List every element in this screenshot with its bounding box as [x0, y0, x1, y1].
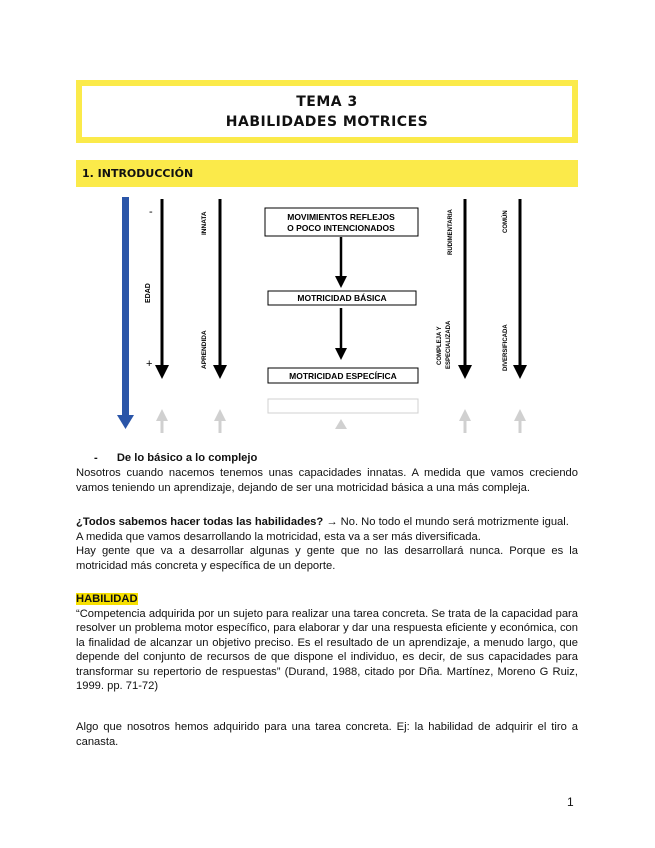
section-heading [76, 160, 578, 187]
reflex-box-line-1: MOVIMIENTOS REFLEJOS [287, 212, 395, 222]
title-line-1: TEMA 3 [296, 93, 358, 110]
habilidad-block [76, 592, 578, 694]
left-arrow-2 [213, 199, 227, 379]
paragraph-1: Nosotros cuando nacemos tenemos unas capacidades innatas. A medida que vamos creciendo vamos teniendo un aprendizaje, dejando de ser una motricidad básica a una más compleja. [76, 467, 578, 494]
compleja-label-line-2: ESPECIALIZADA [446, 320, 452, 369]
bullet-text: De lo básico a lo complejo [116, 452, 258, 464]
paragraph-5-block [76, 720, 578, 749]
title-inner [82, 86, 572, 137]
paragraph-3: A medida que vamos desarrollando la motricidad, esta va a ser más diversificada. [76, 530, 481, 543]
page-number: 1 [567, 795, 574, 809]
left-arrow-1 [155, 199, 169, 379]
comun-label: COMÚN [503, 210, 509, 233]
paragraph-4: Hay gente que va a desarrollar algunas y gente que no las desarrollará nunca. Porque es la motricidad más concreta y específica de un deporte. [76, 545, 578, 572]
center-arrow-2 [335, 308, 347, 360]
title-box [76, 80, 578, 143]
basic-box-label: MOTRICIDAD BÁSICA [297, 293, 387, 303]
specific-box-label: MOTRICIDAD ESPECÍFICA [289, 371, 397, 381]
title-line-2: HABILIDADES MOTRICES [225, 113, 429, 130]
reflex-box-line-2: O POCO INTENCIONADOS [287, 223, 395, 233]
question-text: ¿Todos sabemos hacer todas las habilidades? [76, 516, 324, 528]
edad-label: EDAD [145, 283, 152, 303]
plus-sign: + [146, 358, 153, 370]
right-arrow-2 [513, 199, 527, 379]
paragraph-2 [76, 515, 578, 530]
bullet-item [94, 452, 257, 464]
habilidad-heading: HABILIDAD [76, 593, 138, 605]
paragraph-2-block [76, 515, 578, 573]
motricity-diagram [112, 193, 537, 433]
bullet-dash: - [94, 452, 98, 464]
arrow-symbol: → [323, 516, 341, 528]
answer-text: No. No todo el mundo será motrizmente igual. [340, 516, 569, 528]
innata-label: INNATA [201, 211, 208, 235]
right-arrow-1 [458, 199, 472, 379]
age-arrow [117, 197, 134, 429]
section-heading-text: 1. INTRODUCCIÓN [82, 167, 194, 180]
habilidad-quote: “Competencia adquirida por un sujeto para realizar una tarea concreta. Se trata de la capacidad para resolver un problema motor específico, para elaborar y dar una respuesta eficiente y económica, con la finalidad de alcanzar un objetivo preciso. Es el resultado de un aprendizaje, a menudo largo, que depende del conjunto de recursos de que dispone el individuo, es decir, de sus capacidades para transformar su repertorio de respuestas” (Durand, 1988, citado por Dña. Martínez, Moreno G Ruiz, 1999. pp. 71-72) [76, 607, 578, 692]
rudimentaria-label: RUDIMENTARIA [448, 209, 454, 255]
center-arrow-1 [335, 237, 347, 288]
diagram-reflection [156, 399, 526, 433]
paragraph-1-block [76, 466, 578, 495]
minus-sign: - [149, 206, 153, 218]
paragraph-5: Algo que nosotros hemos adquirido para una tarea concreta. Ej: la habilidad de adquirir el tiro a canasta. [76, 721, 578, 748]
compleja-label-line-1: COMPLEJA Y [437, 326, 443, 365]
diversificada-label: DIVERSIFICADA [503, 324, 509, 371]
aprendida-label: APRENDIDA [201, 330, 208, 369]
